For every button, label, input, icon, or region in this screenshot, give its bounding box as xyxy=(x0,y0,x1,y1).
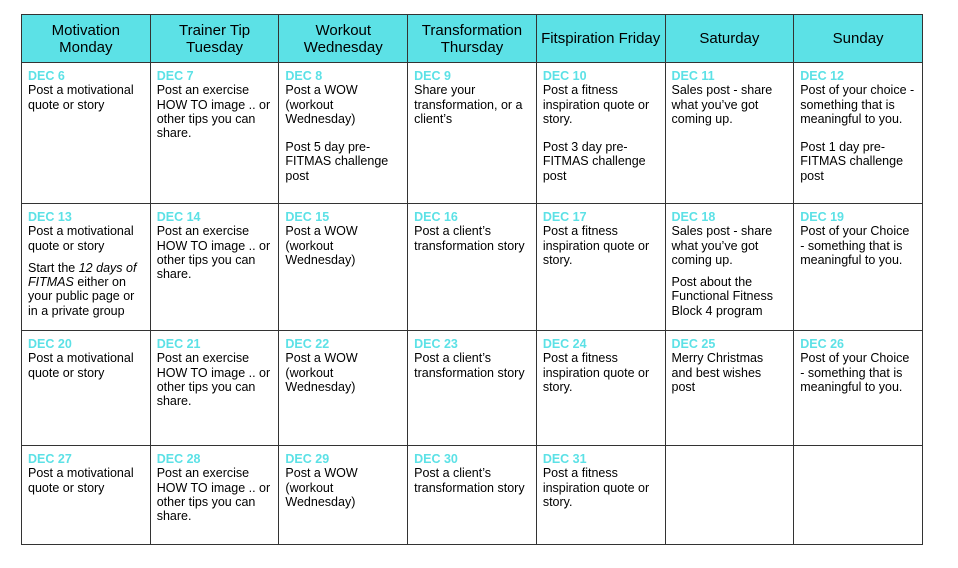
day-task: Post a WOW (workout Wednesday) xyxy=(285,83,358,126)
day-cell xyxy=(794,204,923,331)
day-task: Post of your Choice - something that is meaningful to you. xyxy=(800,224,910,267)
day-date: DEC 21 xyxy=(156,337,201,351)
day-date: DEC 30 xyxy=(414,452,458,466)
day-cell xyxy=(536,446,665,545)
day-date: DEC 18 xyxy=(671,210,716,224)
day-date: DEC 7 xyxy=(156,69,194,83)
day-date: DEC 24 xyxy=(542,337,587,351)
day-task: Post a WOW (workout Wednesday) xyxy=(285,466,358,509)
day-cell xyxy=(150,446,279,545)
day-task: Post of your choice - something that is meaningful to you. xyxy=(800,83,915,126)
day-cell xyxy=(150,204,279,331)
day-task: Post an exercise HOW TO image .. or other tips you can share. xyxy=(156,466,271,524)
day-date: DEC 9 xyxy=(414,69,451,83)
day-task: Sales post - share what you’ve got coming up. xyxy=(671,83,773,126)
day-date: DEC 12 xyxy=(800,69,844,83)
day-task: Post a motivational quote or story xyxy=(28,351,134,380)
day-task: Post a WOW (workout Wednesday) xyxy=(285,224,358,267)
day-cell xyxy=(279,331,408,446)
day-cell xyxy=(536,331,665,446)
day-date: DEC 31 xyxy=(542,452,587,466)
day-cell xyxy=(794,63,923,204)
day-date: DEC 20 xyxy=(28,337,72,351)
day-date: DEC 11 xyxy=(671,69,715,83)
day-cell xyxy=(150,331,279,446)
day-cell xyxy=(794,331,923,446)
day-date: DEC 16 xyxy=(414,210,458,224)
day-cell xyxy=(22,63,151,204)
day-cell xyxy=(408,446,537,545)
day-extra-task: Post about the Functional Fitness Block 4 program xyxy=(671,275,773,318)
week-row-3 xyxy=(22,331,923,446)
day-extra-task xyxy=(28,261,144,318)
day-task: Post a motivational quote or story xyxy=(28,466,134,495)
day-extra-task: Post 3 day pre-FITMAS challenge post xyxy=(542,140,646,183)
extra-text-end: either on your public page or in a private group xyxy=(28,275,135,318)
day-cell xyxy=(665,204,794,331)
day-cell xyxy=(536,63,665,204)
day-date: DEC 26 xyxy=(800,337,844,351)
header-fitspiration-friday: Fitspiration Friday xyxy=(536,15,665,63)
day-date: DEC 14 xyxy=(156,210,201,224)
day-cell xyxy=(408,331,537,446)
day-task: Merry Christmas and best wishes post xyxy=(671,351,764,394)
day-task: Sales post - share what you’ve got coming up. xyxy=(671,224,773,267)
header-saturday: Saturday xyxy=(665,15,794,63)
day-task: Post a client’s transformation story xyxy=(414,224,525,253)
day-task: Post a WOW (workout Wednesday) xyxy=(285,351,358,394)
day-task: Post of your Choice - something that is meaningful to you. xyxy=(800,351,910,394)
day-task: Share your transformation, or a client’s xyxy=(414,83,523,126)
day-cell xyxy=(279,446,408,545)
day-extra-task: Post 5 day pre-FITMAS challenge post xyxy=(285,140,389,183)
day-date: DEC 27 xyxy=(28,452,72,466)
day-task: Post a fitness inspiration quote or story. xyxy=(542,466,650,509)
day-task: Post an exercise HOW TO image .. or other tips you can share. xyxy=(156,351,271,409)
day-date: DEC 13 xyxy=(28,210,72,224)
day-cell xyxy=(408,63,537,204)
day-date: DEC 6 xyxy=(28,69,65,83)
day-cell xyxy=(22,204,151,331)
day-date: DEC 19 xyxy=(800,210,844,224)
day-date: DEC 28 xyxy=(156,452,201,466)
header-workout-wednesday: Workout Wednesday xyxy=(279,15,408,63)
day-date: DEC 15 xyxy=(285,210,330,224)
day-date: DEC 10 xyxy=(542,69,587,83)
day-date: DEC 8 xyxy=(285,69,323,83)
day-cell xyxy=(536,204,665,331)
day-task: Post a motivational quote or story xyxy=(28,224,134,253)
day-task: Post an exercise HOW TO image .. or other tips you can share. xyxy=(156,83,271,141)
header-sunday: Sunday xyxy=(794,15,923,63)
day-cell xyxy=(22,331,151,446)
day-date: DEC 29 xyxy=(285,452,330,466)
day-task: Post a fitness inspiration quote or story. xyxy=(542,351,650,394)
day-cell xyxy=(150,63,279,204)
day-task: Post an exercise HOW TO image .. or other tips you can share. xyxy=(156,224,271,282)
header-transformation-thursday: Transformation Thursday xyxy=(408,15,537,63)
extra-text-start: Start the xyxy=(28,260,79,275)
empty-day-cell xyxy=(794,446,923,545)
header-trainer-tip-tuesday: Trainer Tip Tuesday xyxy=(150,15,279,63)
day-cell xyxy=(279,63,408,204)
content-calendar-table xyxy=(21,14,923,545)
day-cell xyxy=(665,63,794,204)
day-date: DEC 25 xyxy=(671,337,716,351)
header-motivation-monday: Motivation Monday xyxy=(22,15,151,63)
day-cell xyxy=(22,446,151,545)
week-row-1 xyxy=(22,63,923,204)
day-date: DEC 17 xyxy=(542,210,587,224)
week-row-4 xyxy=(22,446,923,545)
day-date: DEC 23 xyxy=(414,337,458,351)
header-row xyxy=(22,15,923,63)
day-task: Post a client’s transformation story xyxy=(414,466,525,495)
empty-day-cell xyxy=(665,446,794,545)
day-cell xyxy=(408,204,537,331)
day-task: Post a motivational quote or story xyxy=(28,83,134,112)
day-date: DEC 22 xyxy=(285,337,330,351)
day-extra-task: Post 1 day pre-FITMAS challenge post xyxy=(800,140,904,183)
day-task: Post a fitness inspiration quote or story. xyxy=(542,83,650,126)
day-cell xyxy=(665,331,794,446)
week-row-2 xyxy=(22,204,923,331)
extra-text-italic: 12 days of FITMAS xyxy=(28,260,137,290)
day-task: Post a client’s transformation story xyxy=(414,351,525,380)
day-cell xyxy=(279,204,408,331)
day-task: Post a fitness inspiration quote or story. xyxy=(542,224,650,267)
